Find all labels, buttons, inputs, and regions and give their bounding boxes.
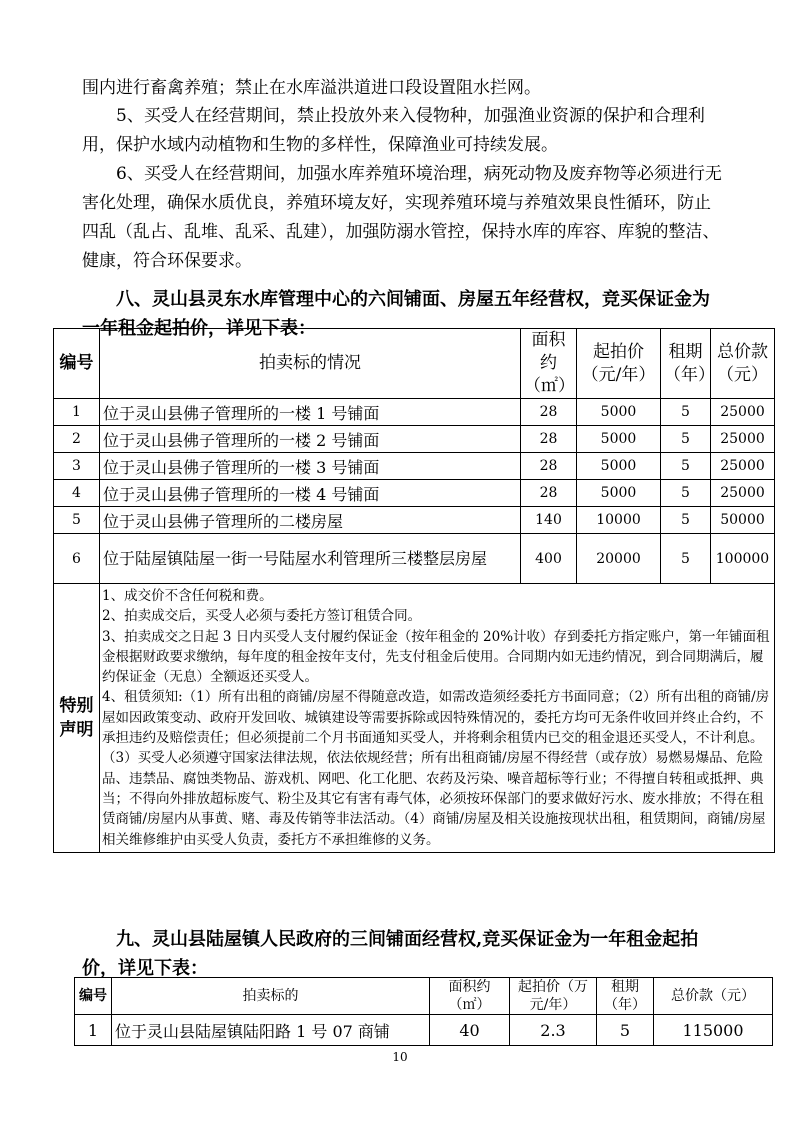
table-row — [54, 426, 775, 453]
cell-total: 25000 — [711, 453, 775, 480]
section-8-table — [53, 328, 775, 853]
cell-price: 5000 — [577, 399, 661, 426]
cell-area: 28 — [521, 480, 577, 507]
table-row — [75, 1015, 773, 1046]
cell-total: 100000 — [711, 534, 775, 584]
cell-num: 6 — [54, 534, 100, 584]
table-header-row — [54, 329, 775, 399]
cell-num: 3 — [54, 453, 100, 480]
cell-term: 5 — [661, 426, 711, 453]
cell-term: 5 — [661, 507, 711, 534]
header-term: 租期（年） — [661, 329, 711, 399]
cell-num: 4 — [54, 480, 100, 507]
cell-desc: 位于灵山县佛子管理所的一楼 2 号铺面 — [100, 426, 521, 453]
notes-label: 特别声明 — [54, 584, 100, 853]
table-row — [54, 399, 775, 426]
cell-desc: 位于灵山县佛子管理所的一楼 4 号铺面 — [100, 480, 521, 507]
cell-desc: 位于灵山县佛子管理所的二楼房屋 — [100, 507, 521, 534]
cell-area: 40 — [430, 1015, 510, 1046]
section-9-heading: 九、灵山县陆屋镇人民政府的三间铺面经营权,竞买保证金为一年租金起拍价，详见下表： — [82, 929, 699, 979]
cell-total: 25000 — [711, 480, 775, 507]
header-price: 起拍价（元/年） — [577, 329, 661, 399]
cell-num: 1 — [54, 399, 100, 426]
cell-area: 28 — [521, 453, 577, 480]
cell-price: 10000 — [577, 507, 661, 534]
header-term: 租期（年） — [597, 978, 654, 1015]
notes-row — [54, 584, 775, 853]
cell-total: 25000 — [711, 426, 775, 453]
section-9-table — [74, 977, 773, 1046]
header-price: 起拍价（万元/年） — [510, 978, 597, 1015]
table-row — [54, 534, 775, 584]
note-item: 3、拍卖成交之日起 3 日内买受人支付履约保证金（按年租金的 20%计收）存到委托方指定账户，第一年铺面租金根据财政要求缴纳，每年度的租金按年支付，先支付租金后使用。合同期内如无违约情况，到合同期满后，履约保证金（无息）全额返还买受人。 — [102, 628, 770, 686]
note-item: 2、拍卖成交后，买受人必须与委托方签订租赁合同。 — [102, 608, 422, 625]
notes-content — [100, 584, 775, 853]
cell-total: 25000 — [711, 399, 775, 426]
cell-area: 28 — [521, 426, 577, 453]
cell-price: 2.3 — [510, 1015, 597, 1046]
cell-price: 20000 — [577, 534, 661, 584]
header-total: 总价款（元） — [654, 978, 773, 1015]
note-item: 4、租赁须知:（1）所有出租的商铺/房屋不得随意改造，如需改造须经委托方书面同意；（2）所有出租的商铺/房屋如因政策变动、政府开发回收、城镇建设等需要拆除或因特殊情况的，委托方均可无条件收回并终止合约，不承担违约及赔偿责任；但必须提前二个月书面通知买受人，并将剩余租赁内已交的租金退还买受人，不计利息。（3）买受人必须遵守国家法律法规，依法依规经营；所有出租商铺/房屋不得经营（或存放）易燃易爆品、危险品、违禁品、腐蚀类物品、游戏机、网吧、化工化肥、农药及污染、噪音超标等行业；不得擅自转租或抵押、典当；不得向外排放超标废气、粉尘及其它有害有毒气体，必须按环保部门的要求做好污水、废水排放；不得在租赁商铺/房屋内从事黄、赌、毒及传销等非法活动。（4）商铺/房屋及相关设施按现状出租，租赁期间，商铺/房屋相关维修维护由买受人负责，委托方不承担维修的义务。 — [102, 689, 770, 848]
cell-price: 5000 — [577, 480, 661, 507]
header-desc: 拍卖标的情况 — [100, 329, 521, 399]
cell-term: 5 — [661, 399, 711, 426]
cell-num: 1 — [75, 1015, 112, 1046]
cell-desc: 位于灵山县佛子管理所的一楼 1 号铺面 — [100, 399, 521, 426]
table-row — [54, 480, 775, 507]
cell-term: 5 — [661, 480, 711, 507]
header-desc: 拍卖标的 — [112, 978, 430, 1015]
cell-area: 28 — [521, 399, 577, 426]
intro-item-5: 5、买受人在经营期间，禁止投放外来入侵物种，加强渔业资源的保护和合理利用，保护水域内动植物和生物的多样性，保障渔业可持续发展。 — [82, 106, 705, 155]
note-item: 1、成交价不含任何税和费。 — [102, 588, 273, 604]
header-num: 编号 — [54, 329, 100, 399]
cell-term: 5 — [661, 534, 711, 584]
section-8-heading: 八、灵山县灵东水库管理中心的六间铺面、房屋五年经营权，竞买保证金为一年租金起拍价，详见下表： — [82, 289, 710, 339]
table-row — [54, 453, 775, 480]
header-area: 面积约（㎡） — [521, 329, 577, 399]
table-header-row — [75, 978, 773, 1015]
header-num: 编号 — [75, 978, 112, 1015]
intro-item-6: 6、买受人在经营期间，加强水库养殖环境治理，病死动物及废弃物等必须进行无害化处理，确保水质优良，养殖环境友好，实现养殖环境与养殖效果良性循环，防止四乱（乱占、乱堆、乱采、乱建），加强防溺水管控，保持水库的库容、库貌的整洁、健康，符合环保要求。 — [82, 164, 722, 271]
cell-total: 50000 — [711, 507, 775, 534]
cell-area: 400 — [521, 534, 577, 584]
cell-price: 5000 — [577, 426, 661, 453]
cell-desc: 位于灵山县陆屋镇陆阳路 1 号 07 商铺 — [112, 1015, 430, 1046]
header-area: 面积约（㎡） — [430, 978, 510, 1015]
page-number: 10 — [392, 1050, 408, 1064]
cell-desc: 位于灵山县佛子管理所的一楼 3 号铺面 — [100, 453, 521, 480]
cell-area: 140 — [521, 507, 577, 534]
intro-continuation: 围内进行畜禽养殖；禁止在水库溢洪道进口段设置阻水拦网。 — [82, 78, 541, 98]
table-row — [54, 507, 775, 534]
cell-price: 5000 — [577, 453, 661, 480]
cell-num: 2 — [54, 426, 100, 453]
cell-term: 5 — [661, 453, 711, 480]
header-total: 总价款（元） — [711, 329, 775, 399]
cell-total: 115000 — [654, 1015, 773, 1046]
cell-term: 5 — [597, 1015, 654, 1046]
cell-num: 5 — [54, 507, 100, 534]
cell-desc: 位于陆屋镇陆屋一街一号陆屋水利管理所三楼整层房屋 — [100, 534, 521, 584]
